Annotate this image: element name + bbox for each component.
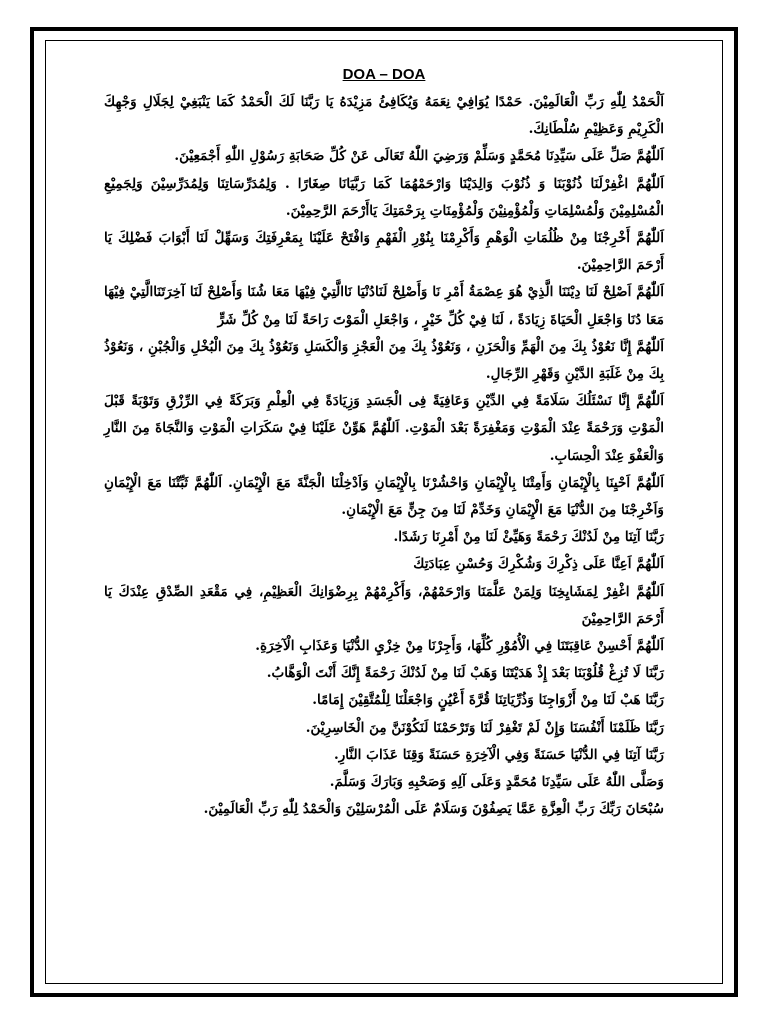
prayer-paragraph: اَللّٰهُمَّ أَخْرِجْنَا مِنْ ظُلُمَاتِ الْوَهْمِ وَأَكْرِمْنَا بِنُوْرِ الْفَهْمِ وَافْتَحْ عَلَيْنَا بِمَعْرِفَتِكَ وَسَهِّلْ لَنَا أَبْوَابَ فَضْلِكَ يَا أَرْحَمَ الرَّاحِمِيْنَ. <box>104 230 664 274</box>
prayer-paragraph: رَبَّنَا لَا تُزِغْ قُلُوْبَنَا بَعْدَ إِذْ هَدَيْتَنَا وَهَبْ لَنَا مِنْ لَدُنْكَ رَحْمَةً إِنَّكَ أَنْتَ الْوَهَّابُ. <box>266 665 664 682</box>
prayer-paragraph: سُبْحَانَ رَبِّكَ رَبِّ الْعِزَّةِ عَمَّا يَصِفُوْنَ وَسَلَامٌ عَلَى الْمُرْسَلِيْنَ وَالْحَمْدُ لِلّٰهِ رَبِّ الْعَالَمِيْنَ. <box>203 801 664 818</box>
document-title: DOA – DOA <box>342 66 426 83</box>
prayer-paragraph: اَللّٰهُمَّ إِنَّا نَعُوْذُ بِكَ مِنَ الْهَمِّ وَالْحَزَنِ ، وَنَعُوْذُ بِكَ مِنَ الْعَجْزِ وَالْكَسَلِ وَنَعُوْذُ بِكَ مِنَ الْبُخْلِ وَالْجُبْنِ ، وَنَعُوْذُ بِكَ مِنْ غَلَبَةِ الدَّيْنِ وَقَهْرِ الرِّجَالِ. <box>104 338 664 383</box>
prayer-text <box>104 89 664 823</box>
page-border-inner <box>45 40 723 984</box>
prayer-paragraph: اَللّٰهُمَّ اَصْلِحْ لَنَا دِيْنَنَا الَّذِيْ هُوَ عِصْمَةُ أَمْرِ نَا وَأَصْلِحْ لَنَادُنْيَا نَاالَّتِيْ فِيْهَا مَعَا شُنَا وَأَصْلِحْ لَنَا آخِرَتَنَاالَّتِيْ فِيْهَا مَعَا دُنَا وَاجْعَلِ الْحَيَاةَ زِيَادَةً ، لَنَا فِيْ كُلِّ خَيْرٍ ، وَاجْعَلِ الْمَوْتَ رَاحَةً لَنَا مِنْ كُلِّ شَرٍّ <box>104 284 664 328</box>
prayer-paragraph: اَللّٰهُمَّ أَحْسِنْ عَاقِبَتَنَا فِي الْأُمُوْرِ كُلِّهَا، وَأَجِرْنَا مِنْ خِزْيِ الدُّنْيَا وَعَذَابِ الْآخِرَةِ. <box>255 638 664 655</box>
prayer-paragraph: اَللّٰهُمَّ اَعِنَّا عَلَى ذِكْرِكَ وَشُكْرِكَ وَحُسْنِ عِبَادَتِكَ <box>413 556 664 573</box>
prayer-paragraph: رَبَّنَا آتِنَا مِنْ لَدُنْكَ رَحْمَةً وَهَيِّئْ لَنَا مِنْ أَمْرِنَا رَشَدًا. <box>393 529 664 546</box>
prayer-paragraph: اَللّٰهُمَّ إِنَّا نَسْئَلُكَ سَلَامَةً فِي الدِّيْنِ وَعَافِيَةً فِى الْجَسَدِ وَزِيَادَةً فِي الْعِلْمِ وَبَرَكَةً فِي الرِّزْقِ وَتَوْبَةً قَبْلَ الْمَوْتِ وَرَحْمَةً عِنْدَ الْمَوْتِ وَمَغْفِرَةً بَعْدَ الْمَوْتِ. اَللّٰهُمَّ هَوِّنْ عَلَيْنَا فِيْ سَكَرَاتِ الْمَوْتِ وَالنَّجَاةَ مِنَ النَّارِ وَالْعَفْوَ عِنْدَ الْحِسَابِ. <box>104 393 664 464</box>
prayer-paragraph: رَبَّنَا هَبْ لَنَا مِنْ أَزْوَاجِنَا وَذُرِّيَاتِنَا قُرَّةَ أَعْيُنٍ وَاجْعَلْنَا لِلْمُتَّقِيْنَ إِمَامًا. <box>312 692 664 709</box>
prayer-paragraph: رَبَّنَا ظَلَمْنَا أَنْفُسَنَا وَإِنْ لَمْ تَغْفِرْ لَنَا وَتَرْحَمْنَا لَنَكُوْنَنَّ مِنَ الْخَاسِرِيْنَ. <box>305 719 664 736</box>
prayer-paragraph: اَللّٰهُمَّ صَلِّ عَلَى سَيِّدِنَا مُحَمَّدٍ وَسَلِّمْ وَرَضِيَ اللّٰهُ تَعَالَى عَنْ كُلِّ صَحَابَةِ رَسُوْلِ اللّٰهِ أَجْمَعِيْنَ. <box>174 148 664 165</box>
prayer-paragraph: اَللّٰهُمَّ اَحْيِنَا بِالْإِيْمَانِ وَأَمِتْنَا بِالْإِيْمَانِ وَاحْشُرْنَا بِالْإِيْمَانِ وَاَدْخِلْنَا الْجَنَّةَ مَعَ الْإِيْمَانِ. اَللّٰهُمَّ ثَبِّتْنَا مَعَ الْإِيْمَانِ وَاَخْرِجْنَا مِنَ الدُّنْيَا مَعَ الْإِيْمَانِ وَخَدِّمْ لَنَا مِنَ جِنٍّ مَعَ الْإِيْمَانِ. <box>104 474 664 519</box>
prayer-paragraph: اَلْحَمْدُ لِلّٰهِ رَبِّ الْعَالَمِيْنَ. حَمْدًا يُوَافِيْ نِعَمَهُ وَيُكَافِئُ مَزِيْدَهُ يَا رَبَّنَا لَكَ الْحَمْدُ كَمَا يَنْبَغِيْ لِجَلَالِ وَجْهِكَ الْكَرِيْمِ وَعَظِيْمِ سُلْطَانِكَ. <box>104 94 664 138</box>
page-border-outer <box>30 27 738 997</box>
prayer-paragraph: وَصَلَّى اللّٰهُ عَلَى سَيِّدِنَا مُحَمَّدٍ وَعَلَى آلِهِ وَصَحْبِهِ وَبَارَكَ وَسَلَّمَ. <box>329 774 664 791</box>
prayer-paragraph: رَبَّنَا آتِنَا فِي الدُّنْيَا حَسَنَةً وَفِي الْآخِرَةِ حَسَنَةً وَقِنَا عَذَابَ النَّارِ. <box>333 746 664 763</box>
prayer-paragraph: اَللّٰهُمَّ اغْفِرْ لِمَشَايِخِنَا وَلِمَنْ عَلَّمَنَا وَارْحَمْهُمْ، وَأَكْرِمْهُمْ بِرِضْوَانِكَ الْعَظِيْمِ، فِي مَقْعَدِ الصِّدْقِ عِنْدَكَ يَا أَرْحَمَ الرَّاحِمِيْنَ <box>104 583 664 627</box>
prayer-paragraph: اَللّٰهُمَّ اغْفِرْلَنَا ذُنُوْبَنَا وَ ذُنُوْبَ وَالِدَيْنَا وَارْحَمْهُمَا كَمَا رَبَّيَانَا صِغَارًا . وَلِمُدَرِّسَاتِنَا وَلِمُدَرِّسِيْنَ وَلِجَمِيْعِ الْمُسْلِمِيْنَ وَلْمُسْلِمَاتِ وَلْمُؤْمِنِيْنَ وَلْمُؤْمِنَاتِ بِرَحْمَتِكَ يَاأَرْحَمَ الرَّحِمِيْنَ. <box>104 175 664 219</box>
